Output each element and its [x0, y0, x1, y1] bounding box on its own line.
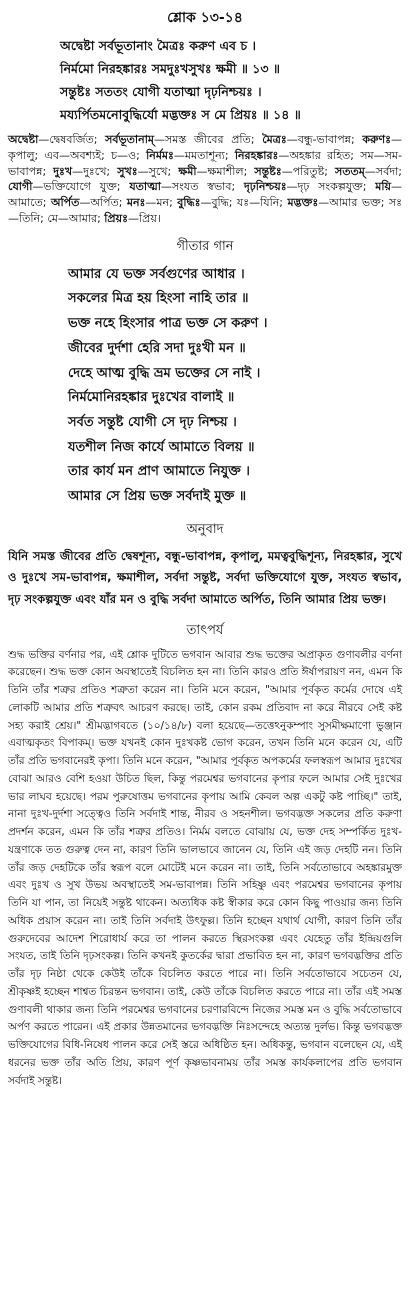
synonym-term: সন্তুষ্টঃ — [254, 164, 282, 178]
purport-paragraph: শুদ্ধ ভক্তির বর্ণনার পর, এই শ্লোক দুটিতে ভগবান আবার শুদ্ধ ভক্তের অপ্রাকৃত গুণাবলীর বর্ণনা করেছেন। শুদ্ধ ভক্ত কোন অবস্থাতেই বিচলিত হন না। তিনি কারও প্রতি ঈর্ষাপরায়ণ নন, এমন কি তিনি তাঁর শত্রুর প্রতিও শত্রুতা করেন না। তিনি মনে করেন, "আমার পূর্বকৃত কর্মের দোষে এই লোকটি আমার প্রতি শত্রুবৎ আচরণ করছে। তাই, কোন রকম প্রতিবাদ না করে নীরবে সেই কষ্ট সহ্য করাই শ্রেয়।" শ্রীমদ্ভাগবতে (১০/১৪/৮) বলা হয়েছে—তত্তেঽনুকম্পাং সুসমীক্ষমাণো ভুঞ্জান এবাত্মকৃতং বিপাকম্। ভক্ত যখনই কোন দুঃখকষ্ট ভোগ করেন, তখন তিনি মনে করেন যে, এটি তাঁর প্রতি ভগবানেরই কৃপা। তিনি মনে করেন, "আমার পূর্বকৃত অপকর্মের ফলস্বরূপ আমার দুঃখের বোঝা আরও বেশি হওয়া উচিত ছিল, কিন্তু পরমেশ্বর ভগবানের কৃপার ফলে আমার সেই দুঃখের ভার লাঘব হয়েছে। পরম পুরুষোত্তম ভগবানের কৃপায় আমি কেবল অল্প একটু কষ্ট পাচ্ছি।" তাই, নানা দুঃখ-দুর্দশা সত্ত্বেও তিনি সর্বদাই শান্ত, নীরব ও সহনশীল। ভগবদ্ভক্ত সকলের প্রতি করুণা প্রদর্শন করেন, এমন কি তাঁর শত্রুর প্রতিও। নির্মম বলতে বোঝায় যে, ভক্ত দেহ সম্পর্কিত দুঃখ-যন্ত্রণাকে তত গুরুত্ব দেন না, কারণ তিনি ভালভাবে জানেন যে, তিনি এই জড় দেহটি নন। তিনি তাঁর জড় দেহটিকে তাঁর স্বরূপ বলে মোটেই মনে করেন না। তাই, তিনি সর্বতোভাবে অহঙ্কারমুক্ত এবং দুঃখ ও সুখ উভয় অবস্থাতেই সম-ভাবাপন্ন। তিনি সহিষ্ণু এবং পরমেশ্বর ভগবানের কৃপায় তিনি যা পান, তা নিয়েই সন্তুষ্ট থাকেন। অত্যধিক কষ্ট স্বীকার করে কোন কিছু পাওয়ার জন্য তিনি অধিক প্রয়াস করেন না। তাই তিনি সর্বদাই উৎফুল্ল। তিনি হচ্ছেন যথার্থ যোগী, কারণ তিনি তাঁর গুরুদেবের আদেশ শিরোধার্য করে তা পালন করতে স্থিরসংকল্প এবং যেহেতু তাঁর ইন্দ্রিয়গুলি সংযত, তাই তিনি দৃঢ়সংকল্প। তিনি কখনই কুতর্কের দ্বারা প্রভাবিত হন না, কারণ ভগবদ্ভক্তির প্রতি তাঁর দৃঢ় নিষ্ঠা থেকে কেউই তাঁকে বিচলিত করতে পারে না। তিনি সর্বতোভাবে সচেতন যে, শ্রীকৃষ্ণই হচ্ছেন শাশ্বত চিরন্তন ভগবান। তাই, কেউ তাঁকে বিচলিত করতে পারে না। তাঁর এই সমস্ত গুণাবলী থাকার জন্য তিনি পরমেশ্বর ভগবানের চরণারবিন্দে নিজের সমস্ত মন ও বুদ্ধি সর্বতোভাবে অর্পণ করতে পারেন। এই প্রকার উন্নতমানের ভগবদ্ভক্তি নিঃসন্দেহে অত্যন্ত দুর্লভ। কিন্তু ভগবদ্ভক্ত ভক্তিযোগের বিধি-নিষেধ পালন করে সেই স্তরে অধিষ্ঠিত হন। অধিকন্তু, ভগবান বলেছেন যে, এই ধরনের ভক্ত তাঁর অতি প্রিয়, কারণ পূর্ণ কৃষ্ণভাবনাময় তাঁর সমস্ত কার্যকলাপের প্রতি ভগবান সর্বদাই সন্তুষ্ট। — [8, 648, 402, 1087]
synonym-term: করুণঃ — [362, 133, 391, 146]
synonym-term: ক্ষমী — [178, 164, 197, 178]
synonym-term: যোগী — [8, 180, 33, 194]
synonym-meaning: —আমার ভক্ত; সঃ—তিনি; মে—আমার; — [8, 196, 402, 225]
synonym-meaning: —কৃপালু; এব—অবশ্যই; চ—ও; — [8, 133, 402, 162]
synonym-term: অদ্বেষ্টা — [8, 133, 39, 146]
translation-heading: অনুবাদ — [186, 521, 224, 537]
synonym-term: যতাত্মা — [129, 180, 161, 194]
synonym-meaning: —প্রিয়। — [127, 211, 161, 225]
synonym-term: নির্মমঃ — [146, 148, 174, 162]
song-heading: গীতার গান — [176, 238, 234, 254]
synonym-term: দুঃখ — [53, 164, 73, 178]
synonym-term: বুদ্ধিঃ — [177, 196, 201, 210]
sloka-line: অদ্বেষ্টা সর্বভূতানাং মৈত্রঃ করুণ এব চ । — [60, 38, 256, 53]
synonym-meaning: —দৃঢ় সংকল্পযুক্ত; — [286, 180, 376, 194]
synonym-meaning: —আমাতে; — [8, 180, 402, 210]
verse-heading: শ্লোক ১৩-১৪ — [167, 10, 243, 26]
synonym-term: মৈত্রঃ — [262, 133, 287, 146]
synonym-term: সর্বভূতানাম্ — [105, 133, 154, 146]
song-line: নির্মমোনিরহঙ্কার দুঃখের বালাই ॥ — [68, 390, 235, 406]
synonym-meaning: —সংযত স্বভাব; — [160, 180, 245, 194]
song-line: সর্বত সন্তুষ্ট যোগী সে দৃঢ় নিশ্চয় । — [68, 415, 237, 430]
synonym-meaning: —পরিতুষ্ট; — [281, 164, 336, 178]
synonym-meaning: —মন; — [145, 196, 178, 210]
synonym-meaning: —বুদ্ধি; যঃ—যিনি; — [200, 196, 288, 210]
synonym-meaning: —মমতাশূন্য; — [173, 148, 235, 162]
synonym-meaning: —সুখে; — [137, 164, 179, 178]
synonym-term: মদ্ভক্তঃ — [287, 196, 319, 210]
song-line: জীবের দুর্দশা হেরি সদা দুঃখী মন ॥ — [68, 340, 246, 356]
sloka-line: ময্যর্পিতমনোবুদ্ধির্যো মদ্ভক্তঃ স মে প্রিয়ঃ ॥ ১৪ ॥ — [60, 107, 301, 122]
synonym-term: নিরহঙ্কারঃ — [234, 148, 279, 162]
song-line: সকলের মিত্র হয় হিংসা নাহি তার ॥ — [68, 291, 249, 307]
synonym-term: ময়ি — [375, 180, 391, 194]
synonym-meaning: —সমস্ত জীবের প্রতি; — [154, 133, 263, 146]
synonym-term: মনঃ — [126, 196, 146, 210]
synonym-term: অর্পিত — [50, 196, 80, 210]
synonym-meaning: —দুঃখে; — [72, 164, 118, 178]
song-line: যতশীল নিজ কার্যে আমাতে বিলয় ॥ — [68, 439, 255, 455]
synonym-meaning: —ভক্তিযোগে যুক্ত; — [32, 180, 130, 194]
synonym-meaning: —বন্ধু-ভাবাপন্ন; — [286, 133, 363, 146]
purport-heading: তাৎপর্য — [186, 622, 224, 638]
song-line: তার কার্য মন প্রাণ আমাতে নিযুক্ত । — [68, 464, 250, 480]
sloka-line: নির্মমো নিরহঙ্কারঃ সমদুঃখসুখঃ ক্ষমী ॥ ১৩ ॥ — [60, 61, 280, 76]
sloka-line: সন্তুষ্টঃ সততং যোগী যতাত্মা দৃঢ়নিশ্চয়ঃ । — [60, 84, 262, 99]
synonym-term: সততম্ — [335, 164, 365, 178]
synonym-meaning: —অর্পিত; — [79, 196, 127, 210]
song-block — [68, 263, 402, 510]
synonym-meaning: —সর্বদা; — [364, 164, 402, 178]
translation-paragraph: যিনি সমস্ত জীবের প্রতি দ্বেষশূন্য, বন্ধু-ভাবাপন্ন, কৃপালু, মমত্ববুদ্ধিশূন্য, নিরহঙ্কার, সুখে ও দুঃখে সম-ভাবাপন্ন, ক্ষমাশীল, সর্বদা সন্তুষ্ট, সর্বদা ভক্তিযোগে যুক্ত, সংযত স্বভাব, দৃঢ় সংকল্পযুক্ত এবং যাঁর মন ও বুদ্ধি সর্বদা আমাতে অর্পিত, তিনি আমার প্রিয় ভক্ত। — [8, 548, 402, 606]
song-line: আমার যে ভক্ত সর্বগুণের আধার । — [68, 266, 245, 282]
synonym-term: দৃঢ়নিশ্চয়ঃ — [244, 180, 287, 194]
synonym-term: প্রিয়ঃ — [104, 211, 128, 225]
synonym-meaning: —দ্বেষবর্জিত; — [38, 133, 106, 146]
synonyms-paragraph — [8, 132, 402, 227]
song-line: দেহে আত্ম বুদ্ধি ভ্রম ভক্তের সে নাই । — [68, 365, 261, 381]
song-line: ভক্ত নহে হিংসার পাত্র ভক্ত সে করুণ । — [68, 316, 268, 332]
song-line: আমার সে প্রিয় ভক্ত সর্বদাই মুক্ত ॥ — [68, 489, 247, 505]
synonym-term: সুখঃ — [117, 164, 138, 178]
synonym-meaning: —ক্ষমাশীল; — [196, 164, 255, 178]
sloka-block — [60, 34, 402, 126]
synonym-meaning: —অহঙ্কার রহিত; সম—সম-ভাবাপন্ন; — [8, 148, 403, 178]
